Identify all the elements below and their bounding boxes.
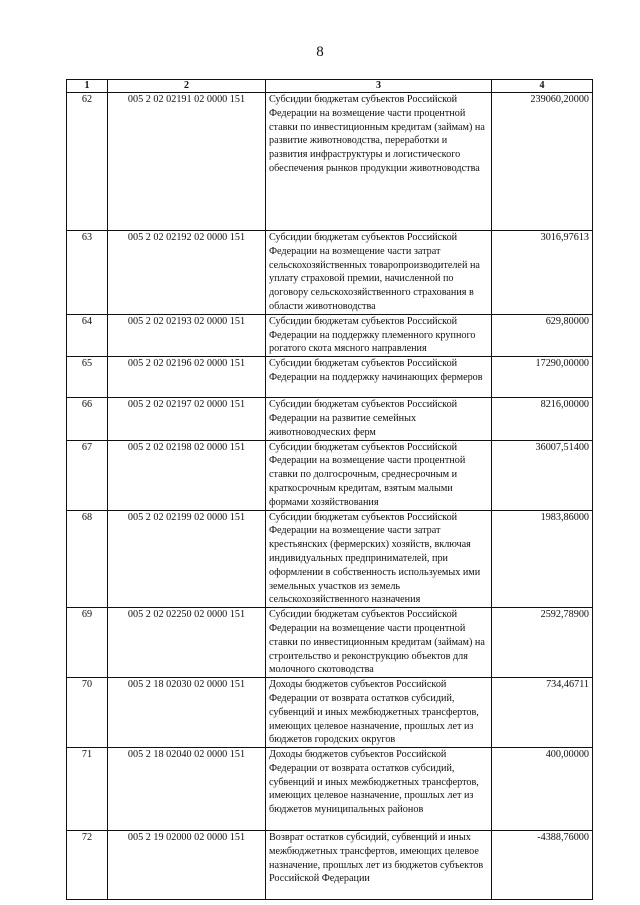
row-number: 66 [67,398,108,440]
classification-code: 005 2 02 02198 02 0000 151 [108,440,266,510]
income-name: Субсидии бюджетам субъектов Российской Федерации на возмещение части затрат сельскохозяйственных товаропроизводителей на уплату страховой премии, начисленной по договору сельскохозяйственного страхования в области животноводства [266,231,492,315]
table-row [67,510,593,608]
amount-value: 629,80000 [492,314,593,356]
classification-code: 005 2 18 02030 02 0000 151 [108,678,266,748]
table-row [67,231,593,315]
income-name: Доходы бюджетов субъектов Российской Федерации от возврата остатков субсидий, субвенций и иных межбюджетных трансфертов, имеющих целевое назначение, прошлых лет из бюджетов муниципальных районов [266,748,492,831]
amount-value: 17290,00000 [492,357,593,398]
classification-code: 005 2 02 02199 02 0000 151 [108,510,266,608]
classification-code: 005 2 02 02250 02 0000 151 [108,608,266,678]
income-name: Субсидии бюджетам субъектов Российской Федерации на возмещение части затрат крестьянских (фермерских) хозяйств, включая индивидуальных предпринимателей, при оформлении в собственность используемых ими земельных участков из земель сельскохозяйственного назначения [266,510,492,608]
header-col-2: 2 [108,80,266,93]
header-col-1: 1 [67,80,108,93]
table-header [67,80,593,93]
income-name: Субсидии бюджетам субъектов Российской Федерации на поддержку племенного крупного рогатого скота мясного направления [266,314,492,356]
classification-code: 005 2 19 02000 02 0000 151 [108,831,266,900]
row-number: 70 [67,678,108,748]
income-name: Субсидии бюджетам субъектов Российской Федерации на возмещение части процентной ставки по долгосрочным, среднесрочным и краткосрочным кредитам, взятым малыми формами хозяйствования [266,440,492,510]
row-number: 63 [67,231,108,315]
classification-code: 005 2 02 02193 02 0000 151 [108,314,266,356]
amount-value: 3016,97613 [492,231,593,315]
table-row [67,440,593,510]
income-name: Субсидии бюджетам субъектов Российской Федерации на возмещение части процентной ставки по инвестиционным кредитам (займам) на развитие животноводства, переработки и развития инфраструктуры и логистического обеспечения рынков продукции животноводства [266,93,492,231]
income-name: Субсидии бюджетам субъектов Российской Федерации на возмещение части процентной ставки по инвестиционным кредитам (займам) на строительство и реконструкцию объектов для молочного скотоводства [266,608,492,678]
header-row [67,80,593,93]
row-number: 67 [67,440,108,510]
classification-code: 005 2 02 02191 02 0000 151 [108,93,266,231]
classification-code: 005 2 02 02192 02 0000 151 [108,231,266,315]
income-name: Возврат остатков субсидий, субвенций и иных межбюджетных трансфертов, имеющих целевое назначение, прошлых лет из бюджетов субъектов Российской Федерации [266,831,492,900]
table-row [67,608,593,678]
table-row [67,314,593,356]
row-number: 71 [67,748,108,831]
amount-value: 734,46711 [492,678,593,748]
page-number: 8 [316,44,324,60]
row-number: 65 [67,357,108,398]
amount-value: 2592,78900 [492,608,593,678]
amount-value: 36007,51400 [492,440,593,510]
table-body [67,93,593,900]
classification-code: 005 2 02 02196 02 0000 151 [108,357,266,398]
row-number: 68 [67,510,108,608]
table-row [67,831,593,900]
header-col-4: 4 [492,80,593,93]
amount-value: 400,00000 [492,748,593,831]
classification-code: 005 2 18 02040 02 0000 151 [108,748,266,831]
table-row [67,678,593,748]
amount-value: 239060,20000 [492,93,593,231]
amount-value: 1983,86000 [492,510,593,608]
income-name: Доходы бюджетов субъектов Российской Федерации от возврата остатков субсидий, субвенций и иных межбюджетных трансфертов, имеющих целевое назначение, прошлых лет из бюджетов городских округов [266,678,492,748]
table-row [67,748,593,831]
row-number: 62 [67,93,108,231]
income-name: Субсидии бюджетам субъектов Российской Федерации на развитие семейных животноводческих ферм [266,398,492,440]
amount-value: -4388,76000 [492,831,593,900]
header-col-3: 3 [266,80,492,93]
row-number: 64 [67,314,108,356]
row-number: 72 [67,831,108,900]
classification-code: 005 2 02 02197 02 0000 151 [108,398,266,440]
amount-value: 8216,00000 [492,398,593,440]
table-row [67,357,593,398]
income-name: Субсидии бюджетам субъектов Российской Федерации на поддержку начинающих фермеров [266,357,492,398]
table-row [67,398,593,440]
row-number: 69 [67,608,108,678]
table-row [67,93,593,231]
revenue-table [66,79,593,900]
